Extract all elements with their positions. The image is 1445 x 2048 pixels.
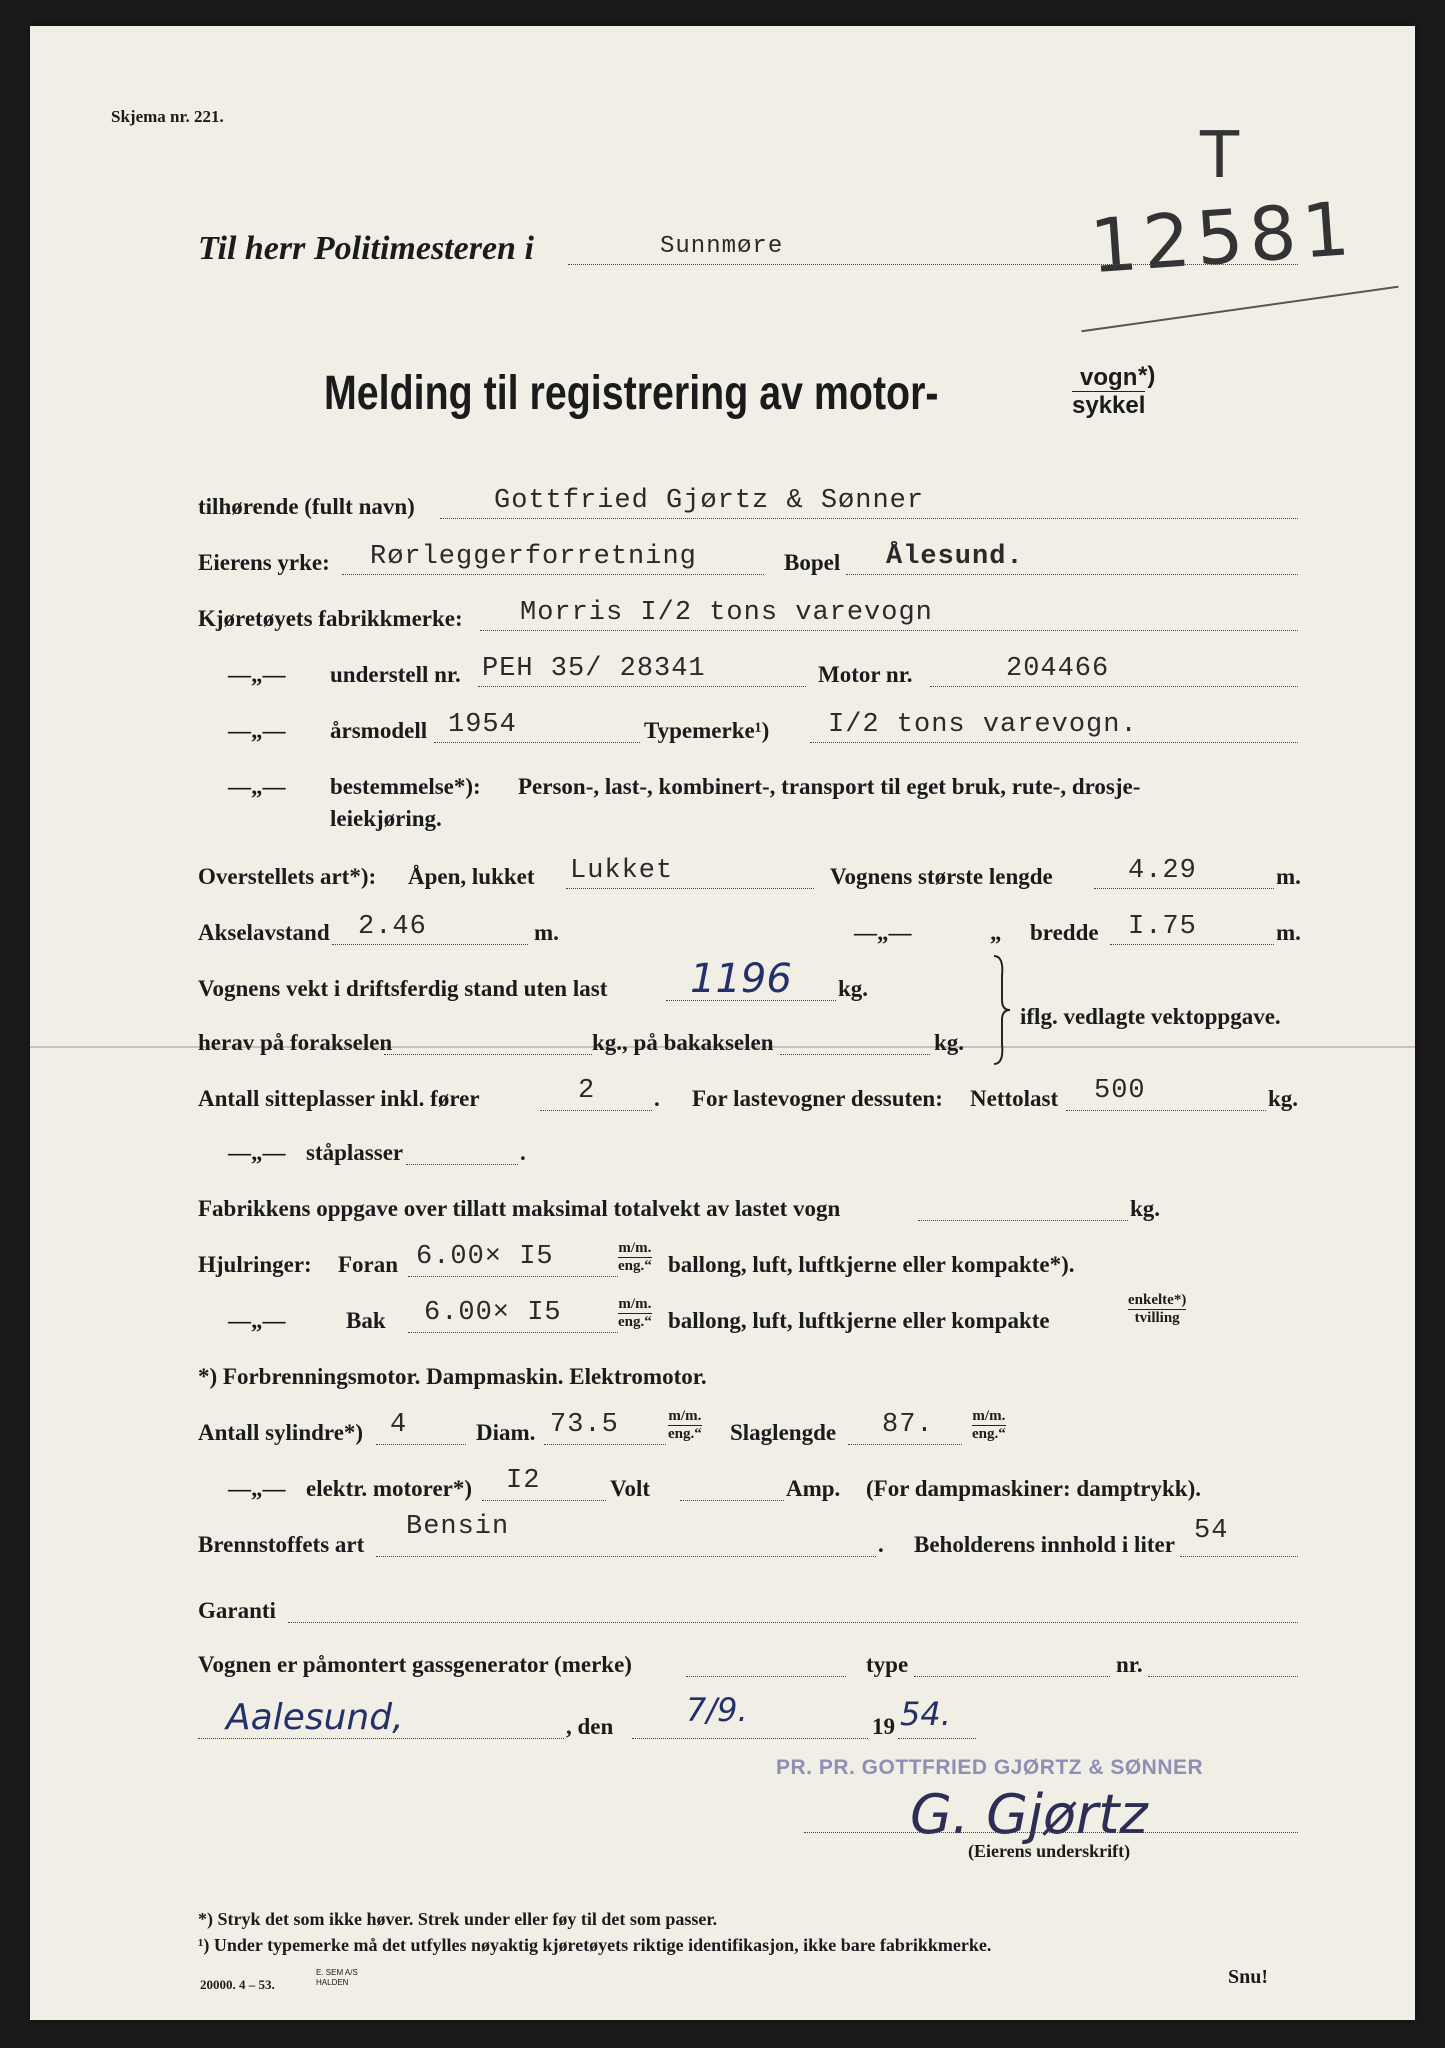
ditto-2: —„— xyxy=(228,718,286,743)
gas-nr-line xyxy=(1148,1676,1298,1677)
tyres-front-label: Foran xyxy=(338,1252,399,1277)
gas-generator-line xyxy=(686,1676,846,1677)
model-year-value: 1954 xyxy=(448,710,517,740)
model-year-label: årsmodell xyxy=(330,718,428,743)
standing-dot: . xyxy=(520,1140,526,1165)
make-value: Morris I/2 tons varevogn xyxy=(520,598,933,628)
volt-label: Volt xyxy=(610,1476,651,1501)
footnote-star: *) Stryk det som ikke høver. Strek under eller føy til det som passer. xyxy=(198,1909,718,1929)
diam-unit-bottom: eng.“ xyxy=(668,1426,702,1442)
seats-line xyxy=(540,1110,652,1111)
max-weight-line xyxy=(918,1220,1128,1221)
residence-value: Ålesund. xyxy=(886,542,1024,572)
rear-axle-line xyxy=(780,1054,930,1055)
warranty-line xyxy=(288,1622,1298,1623)
engine-types: *) Forbrenningsmotor. Dampmaskin. Elektromotor. xyxy=(198,1364,707,1389)
weight-unit: kg. xyxy=(838,976,869,1001)
payload-unit: kg. xyxy=(1268,1086,1299,1111)
volt-line xyxy=(482,1500,606,1501)
chassis-line xyxy=(478,686,806,687)
date-label: , den xyxy=(566,1714,614,1739)
stroke-label: Slaglengde xyxy=(730,1420,837,1445)
motor-number-label: Motor nr. xyxy=(818,662,913,687)
width-unit: m. xyxy=(1276,920,1301,945)
type-value: I/2 tons varevogn. xyxy=(828,710,1138,740)
ditto-width: „ xyxy=(990,920,1002,945)
motor-number-value: 204466 xyxy=(1006,654,1110,684)
ditto-3: —„— xyxy=(228,774,286,799)
printer: E. SEM A/S HALDEN xyxy=(316,1968,358,1987)
archive-underline xyxy=(1081,286,1398,333)
tyres-rear-unit-top: m/m. xyxy=(618,1296,652,1312)
addressee-label: Til herr Politimesteren i xyxy=(198,230,534,267)
cylinders-value: 4 xyxy=(390,1410,408,1440)
tyres-front-value: 6.00× I5 xyxy=(416,1242,554,1272)
body-type-line xyxy=(566,888,814,889)
occupation-value: Rørleggerforretning xyxy=(370,542,697,572)
tyres-front-options: ballong, luft, luftkjerne eller kompakte*). xyxy=(668,1252,1075,1277)
addressee-line xyxy=(568,264,1298,265)
weight-note: iflg. vedlagte vektoppgave. xyxy=(1020,1004,1281,1029)
fuel-value: Bensin xyxy=(406,1512,510,1542)
seats-value: 2 xyxy=(578,1076,596,1106)
single-twin-fraction xyxy=(1128,1292,1186,1327)
date-value: 7/9. xyxy=(686,1691,748,1729)
fuel-dot: . xyxy=(878,1532,884,1557)
place-value: Aalesund, xyxy=(226,1697,404,1738)
standing-label: ståplasser xyxy=(306,1140,404,1165)
signature-line xyxy=(804,1832,1298,1833)
tyres-front-unit xyxy=(618,1240,652,1275)
place-line xyxy=(198,1738,564,1739)
title-frac-top: vogn xyxy=(1072,364,1145,392)
ditto-6: —„— xyxy=(228,1308,286,1333)
make-label: Kjøretøyets fabrikkmerke: xyxy=(198,606,463,631)
title-frac-mark: *) xyxy=(1138,362,1156,389)
weight-label: Vognens vekt i driftsferdig stand uten last xyxy=(198,976,608,1001)
ditto-7: —„— xyxy=(228,1476,286,1501)
weight-brace xyxy=(990,954,1012,1066)
tyres-rear-line xyxy=(408,1332,618,1333)
type-line xyxy=(810,742,1298,743)
wheelbase-unit: m. xyxy=(534,920,559,945)
year-value: 54. xyxy=(900,1695,951,1733)
amp-label: Amp. xyxy=(786,1476,841,1501)
length-value: 4.29 xyxy=(1128,856,1197,886)
tyres-front-unit-bottom: eng.“ xyxy=(618,1258,652,1274)
tyres-rear-label: Bak xyxy=(346,1308,386,1333)
tyres-label: Hjulringer: xyxy=(198,1252,312,1277)
body-type-value: Lukket xyxy=(570,856,674,886)
form-title: Melding til registrering av motor- xyxy=(324,367,939,420)
front-axle-line xyxy=(384,1054,592,1055)
diam-unit-top: m/m. xyxy=(668,1408,702,1424)
make-line xyxy=(480,630,1298,631)
date-line xyxy=(632,1738,868,1739)
body-type-options: Åpen, lukket xyxy=(408,864,535,889)
gas-generator-label: Vognen er påmontert gassgenerator (merke) xyxy=(198,1652,632,1677)
diam-unit xyxy=(668,1408,702,1443)
tyres-rear-unit xyxy=(618,1296,652,1331)
wheelbase-label: Akselavstand xyxy=(198,920,330,945)
body-type-label: Overstellets art*): xyxy=(198,864,377,889)
wheelbase-value: 2.46 xyxy=(358,912,427,942)
tank-line xyxy=(1180,1556,1298,1557)
seats-dot: . xyxy=(654,1086,660,1111)
gas-nr-label: nr. xyxy=(1116,1652,1143,1677)
title-fraction xyxy=(1072,364,1145,419)
owner-label: tilhørende (fullt navn) xyxy=(198,494,415,519)
steam-note: (For dampmaskiner: damptrykk). xyxy=(866,1476,1202,1501)
ditto-5: —„— xyxy=(228,1140,286,1165)
motor-number-line xyxy=(930,686,1298,687)
max-weight-unit: kg. xyxy=(1130,1196,1161,1221)
payload-label: Nettolast xyxy=(970,1086,1059,1111)
archive-code-letter: T xyxy=(1200,119,1240,193)
weight-value: 1196 xyxy=(690,956,792,1002)
amp-line xyxy=(680,1500,784,1501)
tyres-rear-unit-bottom: eng.“ xyxy=(618,1314,652,1330)
owner-line xyxy=(440,518,1298,519)
stroke-value: 87. xyxy=(882,1410,934,1440)
owner-signature: G. Gjørtz xyxy=(910,1783,1148,1846)
cylinders-line xyxy=(376,1444,466,1445)
gas-type-line xyxy=(914,1676,1110,1677)
residence-line xyxy=(846,574,1298,575)
tank-value: 54 xyxy=(1194,1516,1229,1546)
front-axle-label: herav på forakselen xyxy=(198,1030,393,1055)
purpose-label: bestemmelse*): xyxy=(330,774,481,799)
width-label: bredde xyxy=(1030,920,1099,945)
width-value: I.75 xyxy=(1128,912,1197,942)
fuel-label: Brennstoffets art xyxy=(198,1532,365,1557)
payload-line xyxy=(1066,1110,1266,1111)
chassis-label: understell nr. xyxy=(330,662,461,687)
stroke-line xyxy=(848,1444,962,1445)
seats-label: Antall sitteplasser inkl. fører xyxy=(198,1086,480,1111)
model-year-line xyxy=(434,742,640,743)
footnote-one: ¹) Under typemerke må det utfylles nøyaktig kjøretøyets riktige identifikasjon, ikke bare fabrikkmerke. xyxy=(198,1935,992,1955)
ditto-1: —„— xyxy=(228,662,286,687)
ditto-4: —„— xyxy=(854,920,912,945)
owner-signature-label: (Eierens underskrift) xyxy=(968,1841,1131,1861)
diam-label: Diam. xyxy=(476,1420,536,1445)
stroke-unit-top: m/m. xyxy=(972,1408,1006,1424)
purpose-options: Person-, last-, kombinert-, transport til eget bruk, rute-, drosje- xyxy=(518,774,1141,799)
form-page xyxy=(30,26,1415,2020)
wheelbase-line xyxy=(332,944,528,945)
diam-line xyxy=(544,1444,666,1445)
tyres-front-line xyxy=(408,1276,618,1277)
archive-code-number: 12581 xyxy=(1087,185,1359,291)
title-frac-bottom: sykkel xyxy=(1072,392,1146,419)
gas-type-label: type xyxy=(866,1652,909,1677)
length-unit: m. xyxy=(1276,864,1301,889)
max-weight-label: Fabrikkens oppgave over tillatt maksimal totalvekt av lastet vogn xyxy=(198,1196,841,1221)
stroke-unit xyxy=(972,1408,1006,1443)
turn-over: Snu! xyxy=(1228,1966,1269,1988)
single-label: enkelte*) xyxy=(1128,1292,1187,1308)
form-number: Skjema nr. 221. xyxy=(111,107,224,126)
addressee-value: Sunnmøre xyxy=(660,233,784,260)
diam-value: 73.5 xyxy=(550,1410,619,1440)
tyres-rear-options: ballong, luft, luftkjerne eller kompakte xyxy=(668,1308,1050,1333)
owner-value: Gottfried Gjørtz & Sønner xyxy=(494,486,925,516)
residence-label: Bopel xyxy=(784,550,841,575)
twin-label: tvilling xyxy=(1134,1310,1180,1326)
print-code: 20000. 4 – 53. xyxy=(200,1977,275,1992)
length-line xyxy=(1094,888,1274,889)
tyres-front-unit-top: m/m. xyxy=(618,1240,652,1256)
length-label: Vognens største lengde xyxy=(830,864,1053,889)
truck-label: For lastevogner dessuten: xyxy=(692,1086,943,1111)
fuel-line xyxy=(376,1556,876,1557)
chassis-value: PEH 35/ 28341 xyxy=(482,654,706,684)
electric-label: elektr. motorer*) xyxy=(306,1476,473,1501)
rear-axle-label: kg., på bakakselen xyxy=(592,1030,774,1055)
stroke-unit-bottom: eng.“ xyxy=(972,1426,1006,1442)
occupation-line xyxy=(342,574,764,575)
width-line xyxy=(1110,944,1274,945)
payload-value: 500 xyxy=(1094,1076,1146,1106)
year-prefix: 19 xyxy=(872,1714,895,1739)
type-label: Typemerke¹) xyxy=(644,718,770,743)
tank-label: Beholderens innhold i liter xyxy=(914,1532,1175,1557)
standing-line xyxy=(406,1164,518,1165)
warranty-label: Garanti xyxy=(198,1598,276,1623)
occupation-label: Eierens yrke: xyxy=(198,550,330,575)
tyres-rear-value: 6.00× I5 xyxy=(424,1298,562,1328)
cylinders-label: Antall sylindre*) xyxy=(198,1420,364,1445)
year-line xyxy=(898,1738,976,1739)
purpose-options-cont: leiekjøring. xyxy=(330,806,442,831)
volt-value: I2 xyxy=(506,1466,541,1496)
company-stamp: PR. PR. GOTTFRIED GJØRTZ & SØNNER xyxy=(776,1756,1204,1779)
rear-axle-unit: kg. xyxy=(934,1030,965,1055)
